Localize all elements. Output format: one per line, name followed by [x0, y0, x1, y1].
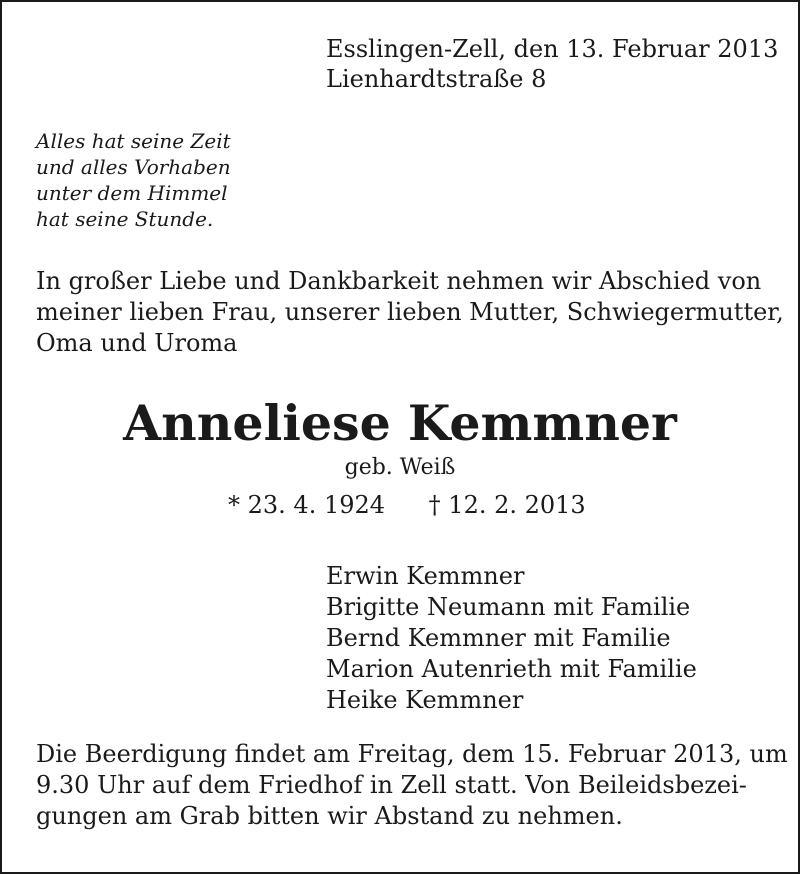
birth-date: * 23. 4. 1924 [228, 491, 386, 519]
intro-text [36, 266, 784, 359]
motto-verse [36, 128, 231, 232]
deceased-name: Anneliese Kemmner [123, 394, 677, 452]
intro-line: Oma und Uroma [36, 329, 238, 357]
notice-header [326, 34, 778, 94]
funeral-notice [36, 739, 788, 832]
motto-line: hat seine Stunde. [36, 207, 214, 231]
address: Lienhardtstraße 8 [326, 65, 547, 93]
funeral-line: Die Beerdigung findet am Freitag, dem 15. Februar 2013, um [36, 740, 788, 768]
life-dates [228, 490, 586, 520]
mourner-name: Brigitte Neumann mit Familie [326, 593, 691, 621]
born-name: geb. Weiß [344, 455, 456, 480]
motto-line: und alles Vorhaben [36, 155, 231, 179]
mourner-name: Marion Autenrieth mit Familie [326, 655, 697, 683]
mourner-name: Heike Kemmner [326, 686, 524, 714]
motto-line: unter dem Himmel [36, 181, 228, 205]
funeral-line: gungen am Grab bitten wir Abstand zu nehmen. [36, 802, 623, 830]
mourners-list [326, 561, 697, 716]
mourner-name: Bernd Kemmner mit Familie [326, 624, 671, 652]
place-date: Esslingen-Zell, den 13. Februar 2013 [326, 35, 779, 63]
intro-line: meiner lieben Frau, unserer lieben Mutter, Schwiegermutter, [36, 298, 784, 326]
mourner-name: Erwin Kemmner [326, 562, 525, 590]
death-date: † 12. 2. 2013 [428, 491, 586, 519]
funeral-line: 9.30 Uhr auf dem Friedhof in Zell statt. Von Beileidsbezei- [36, 771, 747, 799]
motto-line: Alles hat seine Zeit [36, 129, 231, 153]
intro-line: In großer Liebe und Dankbarkeit nehmen wir Abschied von [36, 267, 762, 295]
